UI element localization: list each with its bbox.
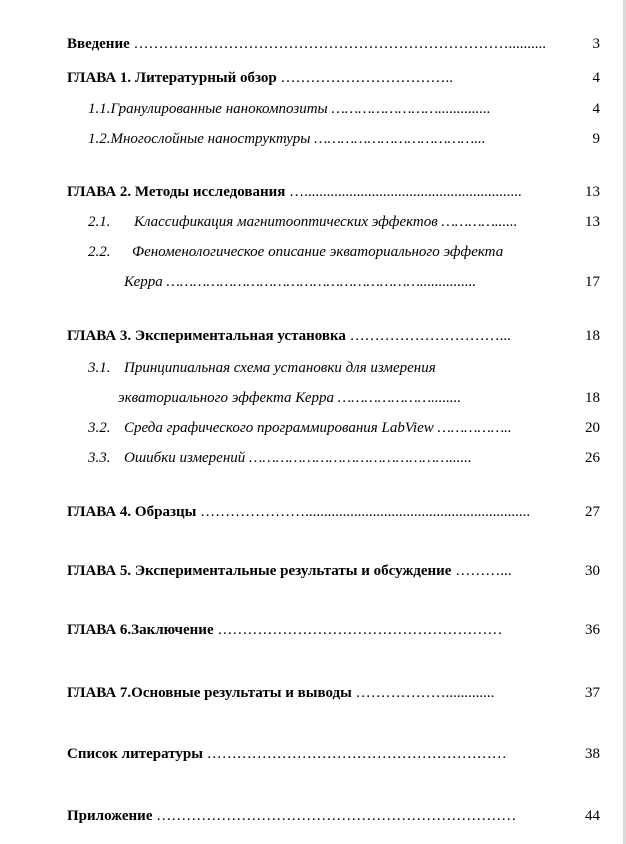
toc-dots: ………………………………………………… — [217, 622, 503, 638]
toc-page-number: 36 — [585, 622, 600, 638]
toc-entry-section-3-3[interactable] — [88, 449, 472, 467]
toc-entry-section-3-2[interactable] — [88, 419, 512, 437]
toc-dots: ………... — [455, 563, 512, 579]
toc-entry-chapter-2[interactable] — [67, 183, 522, 201]
toc-dots: ….......................................................... — [289, 184, 522, 200]
toc-dots: …………….. — [437, 420, 512, 436]
toc-dots: …………………........ — [337, 390, 462, 406]
toc-section-number: 2.2. — [88, 244, 111, 260]
toc-entry-chapter-1[interactable] — [67, 69, 453, 87]
toc-label: Ошибки измерений — [124, 450, 246, 466]
toc-page-number: 13 — [585, 214, 600, 230]
toc-dots: …………………………….. — [280, 70, 454, 86]
toc-label: 1.2.Многослойные наноструктуры — [88, 131, 311, 147]
toc-label-line-2: экваториального эффекта Керра — [118, 390, 334, 406]
toc-dots: ……………………………………………………………… — [156, 808, 517, 824]
toc-label: Классификация магнитооптических эффектов — [134, 214, 438, 230]
toc-page-number: 4 — [592, 70, 600, 86]
toc-entry-section-3-1[interactable] — [88, 359, 436, 377]
toc-label: Список литературы — [67, 746, 203, 762]
toc-label: Среда графического программирования LabView — [124, 420, 434, 436]
toc-entry-chapter-6[interactable] — [67, 621, 502, 639]
toc-entry-chapter-5[interactable] — [67, 562, 511, 580]
toc-entry-section-2-2[interactable] — [88, 243, 503, 261]
toc-entry-intro[interactable] — [67, 35, 546, 53]
toc-page-number: 26 — [585, 450, 600, 466]
toc-dots: …………………………………………………............... — [166, 274, 477, 290]
toc-section-number: 3.1. — [88, 360, 111, 376]
toc-page-number: 13 — [585, 184, 600, 200]
toc-label: 1.1.Гранулированные нанокомпозиты — [88, 101, 328, 117]
toc-label: ГЛАВА 7.Основные результаты и выводы — [67, 685, 352, 701]
toc-section-number: 3.2. — [88, 420, 111, 436]
toc-label: ГЛАВА 2. Методы исследования — [67, 184, 286, 200]
toc-dots: …………………............................................................ — [200, 504, 531, 520]
toc-dots: ………………............. — [355, 685, 495, 701]
toc-dots: ………………………………... — [314, 131, 486, 147]
toc-label: ГЛАВА 3. Экспериментальная установка — [67, 328, 346, 344]
toc-entry-section-2-2-continued[interactable] — [124, 273, 476, 291]
toc-page-number: 37 — [585, 685, 600, 701]
toc-page-number: 18 — [585, 328, 600, 344]
toc-page-number: 30 — [585, 563, 600, 579]
toc-label: ГЛАВА 4. Образцы — [67, 504, 197, 520]
toc-label-line-2: Керра — [124, 274, 163, 290]
toc-page-number: 9 — [592, 131, 600, 147]
toc-label: ГЛАВА 1. Литературный обзор — [67, 70, 277, 86]
toc-entry-section-2-1[interactable] — [88, 213, 517, 231]
toc-page-number: 18 — [585, 390, 600, 406]
toc-page-number: 27 — [585, 504, 600, 520]
toc-page-number: 38 — [585, 746, 600, 762]
toc-label: ГЛАВА 6.Заключение — [67, 622, 214, 638]
toc-dots: ………………………………………………………………….......... — [133, 36, 547, 52]
toc-dots: …………...... — [441, 214, 518, 230]
toc-dots: …………………………………………………… — [206, 746, 507, 762]
toc-entry-section-1-2[interactable] — [88, 130, 485, 148]
toc-page-number: 3 — [592, 36, 600, 52]
toc-entry-appendix[interactable] — [67, 807, 516, 825]
toc-section-number: 3.3. — [88, 450, 111, 466]
toc-entry-references[interactable] — [67, 745, 507, 763]
toc-page-number: 44 — [585, 808, 600, 824]
toc-page-number: 20 — [585, 420, 600, 436]
toc-dots: …………………………... — [349, 328, 511, 344]
toc-entry-section-1-1[interactable] — [88, 100, 491, 118]
toc-label: Приложение — [67, 808, 153, 824]
toc-label: ГЛАВА 5. Экспериментальные результаты и обсуждение — [67, 563, 452, 579]
toc-page-number: 4 — [592, 101, 600, 117]
toc-label-line-1: Принципиальная схема установки для измерения — [124, 360, 436, 376]
toc-entry-section-3-1-continued[interactable] — [118, 389, 461, 407]
toc-entry-chapter-7[interactable] — [67, 684, 494, 702]
toc-dots: …………………….............. — [331, 101, 491, 117]
toc-section-number: 2.1. — [88, 214, 111, 230]
toc-entry-chapter-4[interactable] — [67, 503, 530, 521]
toc-label-line-1: Феноменологическое описание экваториального эффекта — [132, 244, 504, 260]
toc-label: Введение — [67, 36, 130, 52]
toc-dots: ………………………………………...... — [249, 450, 472, 466]
toc-page-number: 17 — [585, 274, 600, 290]
toc-entry-chapter-3[interactable] — [67, 327, 511, 345]
